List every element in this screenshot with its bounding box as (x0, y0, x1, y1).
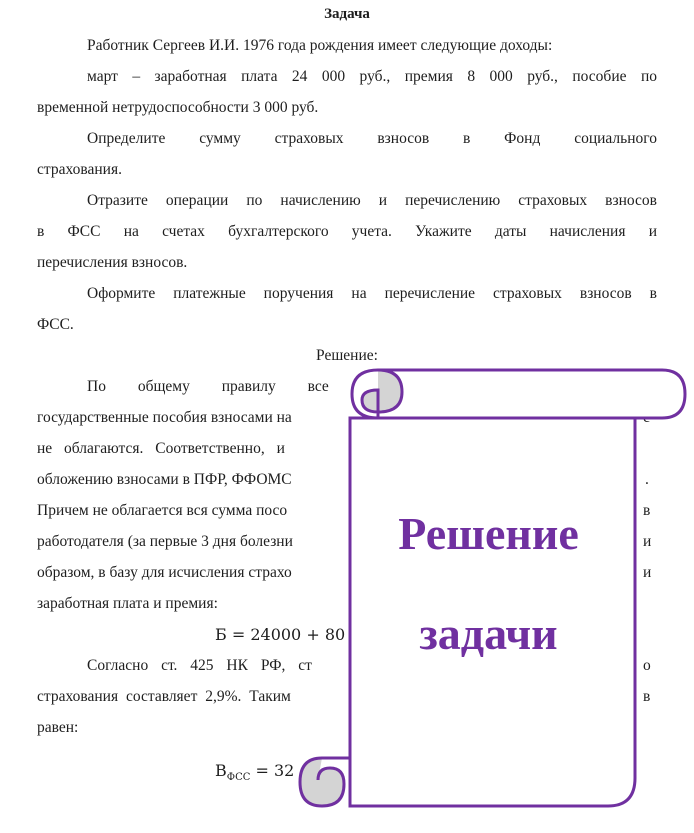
solution-line-2: государственные пособия взносами на (37, 409, 292, 426)
scroll-banner-line-1: Решение (398, 508, 579, 559)
formula-fss-rhs: = 32 (250, 761, 295, 780)
right-fragment-5: и (643, 564, 652, 581)
right-fragment-2: . (645, 471, 649, 488)
task-line-2: март – заработная плата 24 000 руб., премия 8 000 руб., пособие по (87, 68, 657, 85)
solution-line-7: образом, в базу для исчисления страхо (37, 564, 292, 581)
solution-heading: Решение: (316, 347, 378, 364)
solution-line-8: заработная плата и премия: (37, 595, 218, 612)
task-line-4: Определите сумму страховых взносов в Фонд социального (87, 130, 657, 147)
task-line-7: в ФСС на счетах бухгалтерского учета. Укажите даты начисления и (37, 223, 657, 240)
right-fragment-7: в (643, 688, 651, 705)
right-fragment-6: о (643, 657, 651, 674)
solution-line-9: Согласно ст. 425 НК РФ, ст (87, 657, 312, 674)
solution-line-1: По общему правилу все (87, 378, 329, 395)
task-line-5: страхования. (37, 161, 122, 178)
right-fragment-4: и (643, 533, 652, 550)
task-line-3: временной нетрудоспособности 3 000 руб. (37, 99, 319, 116)
solution-line-11: равен: (37, 719, 79, 736)
formula-fss (215, 755, 294, 793)
formula-fss-subscript: ФСС (226, 772, 251, 784)
task-line-9: Оформите платежные поручения на перечисление страховых взносов в (87, 285, 657, 302)
formula-base: Б = 24000 + 80 (215, 625, 346, 644)
right-fragment-3: в (643, 502, 651, 519)
solution-line-3: не облагаются. Соответственно, и (37, 440, 285, 457)
task-line-6: Отразите операции по начислению и перечислению страховых взносов (87, 192, 657, 209)
scroll-bottom-curl (300, 758, 344, 806)
task-title: Задача (324, 6, 370, 22)
solution-line-5: Причем не облагается вся сумма посо (37, 502, 288, 519)
task-line-8: перечисления взносов. (37, 254, 188, 271)
solution-line-4: обложению взносами в ПФР, ФФОМС (37, 471, 292, 488)
task-line-10: ФСС. (37, 316, 74, 333)
task-line-1: Работник Сергеев И.И. 1976 года рождения имеет следующие доходы: (87, 37, 553, 54)
scroll-banner-line-2: задачи (419, 608, 558, 659)
solution-line-10: страхования составляет 2,9%. Таким (37, 688, 291, 705)
scroll-banner-title (336, 506, 641, 706)
solution-line-6: работодателя (за первые 3 дня болезни (37, 533, 293, 550)
formula-fss-lhs: В (215, 761, 227, 780)
